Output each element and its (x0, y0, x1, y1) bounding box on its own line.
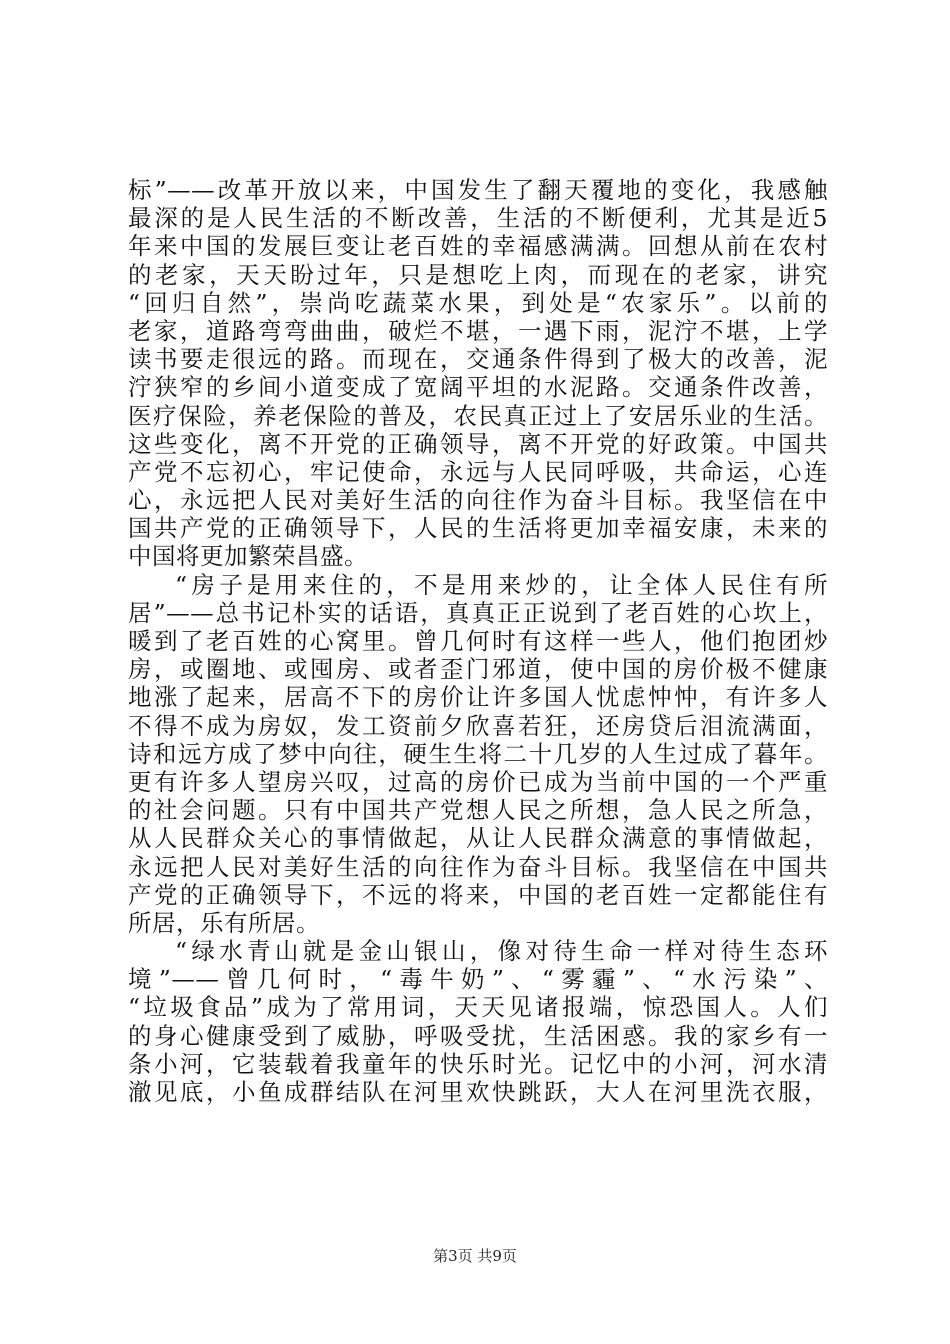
text-line: 不得不成为房奴，发工资前夕欣喜若狂，还房贷后泪流满面， (128, 711, 828, 740)
text-line: 暖到了老百姓的心窝里。曾几何时有这样一些人，他们抱团炒 (128, 627, 828, 655)
text-line: 从人民群众关心的事情做起，从让人民群众满意的事情做起， (128, 824, 828, 853)
text-line: 的身心健康受到了威胁，呼吸受扰，生活困惑。我的家乡有一 (128, 1021, 828, 1050)
text-line: 产党不忘初心，牢记使命，永远与人民同呼吸，共命运，心连 (128, 457, 828, 486)
text-line: 这些变化，离不开党的正确领导，离不开党的好政策。中国共 (128, 429, 828, 458)
text-line: 国共产党的正确领导下，人民的生活将更加幸福安康，未来的 (128, 514, 828, 543)
text-line: 居”——总书记朴实的话语，真真正正说到了老百姓的心坎上， (128, 598, 828, 627)
text-line: 条小河，它装载着我童年的快乐时光。记忆中的小河，河水清 (128, 1049, 828, 1078)
text-line: 医疗保险，养老保险的普及，农民真正过上了安居乐业的生活。 (128, 401, 828, 430)
text-line: “垃圾食品”成为了常用词，天天见诸报端，惊恐国人。人们 (128, 993, 828, 1022)
text-line: 诗和远方成了梦中向往，硬生生将二十几岁的人生过成了暮年。 (128, 739, 828, 768)
text-line: 泞狭窄的乡间小道变成了宽阔平坦的水泥路。交通条件改善， (128, 373, 828, 402)
text-line: 读书要走很远的路。而现在，交通条件得到了极大的改善，泥 (128, 345, 828, 374)
text-line: 最深的是人民生活的不断改善，生活的不断便利，尤其是近5 (128, 204, 828, 233)
text-line: “回归自然”，崇尚吃蔬菜水果，到处是“农家乐”。以前的 (128, 288, 828, 317)
text-line: 年来中国的发展巨变让老百姓的幸福感满满。回想从前在农村 (128, 232, 828, 261)
text-line: “绿水青山就是金山银山，像对待生命一样对待生态环 (175, 937, 828, 966)
page-number-label: 第3页 共9页 (433, 1247, 517, 1265)
text-line: 标”——改革开放以来，中国发生了翻天覆地的变化，我感触 (128, 176, 828, 204)
page-footer (0, 1246, 950, 1266)
text-line: 境”——曾几何时，“毒牛奶”、“雾霾”、“水污染”、 (128, 965, 828, 994)
text-line: 永远把人民对美好生活的向往作为奋斗目标。我坚信在中国共 (128, 852, 828, 881)
text-line: “房子是用来住的，不是用来炒的，让全体人民住有所 (175, 570, 828, 599)
body-text (128, 176, 828, 1106)
text-line: 更有许多人望房兴叹，过高的房价已成为当前中国的一个严重 (128, 767, 828, 796)
text-line: 所居，乐有所居。 (128, 908, 320, 937)
text-line: 老家，道路弯弯曲曲，破烂不堪，一遇下雨，泥泞不堪，上学 (128, 316, 828, 345)
text-line: 的老家，天天盼过年，只是想吃上肉，而现在的老家，讲究 (128, 260, 828, 289)
text-line: 的社会问题。只有中国共产党想人民之所想，急人民之所急， (128, 796, 828, 825)
text-line: 房，或圈地、或囤房、或者歪门邪道，使中国的房价极不健康 (128, 655, 828, 684)
text-line: 产党的正确领导下，不远的将来，中国的老百姓一定都能住有 (128, 880, 828, 909)
text-line: 澈见底，小鱼成群结队在河里欢快跳跃，大人在河里洗衣服， (128, 1078, 828, 1106)
text-line: 中国将更加繁荣昌盛。 (128, 542, 368, 571)
text-line: 心，永远把人民对美好生活的向往作为奋斗目标。我坚信在中 (128, 486, 828, 515)
text-line: 地涨了起来，居高不下的房价让许多国人忧虑忡忡，有许多人 (128, 683, 828, 712)
